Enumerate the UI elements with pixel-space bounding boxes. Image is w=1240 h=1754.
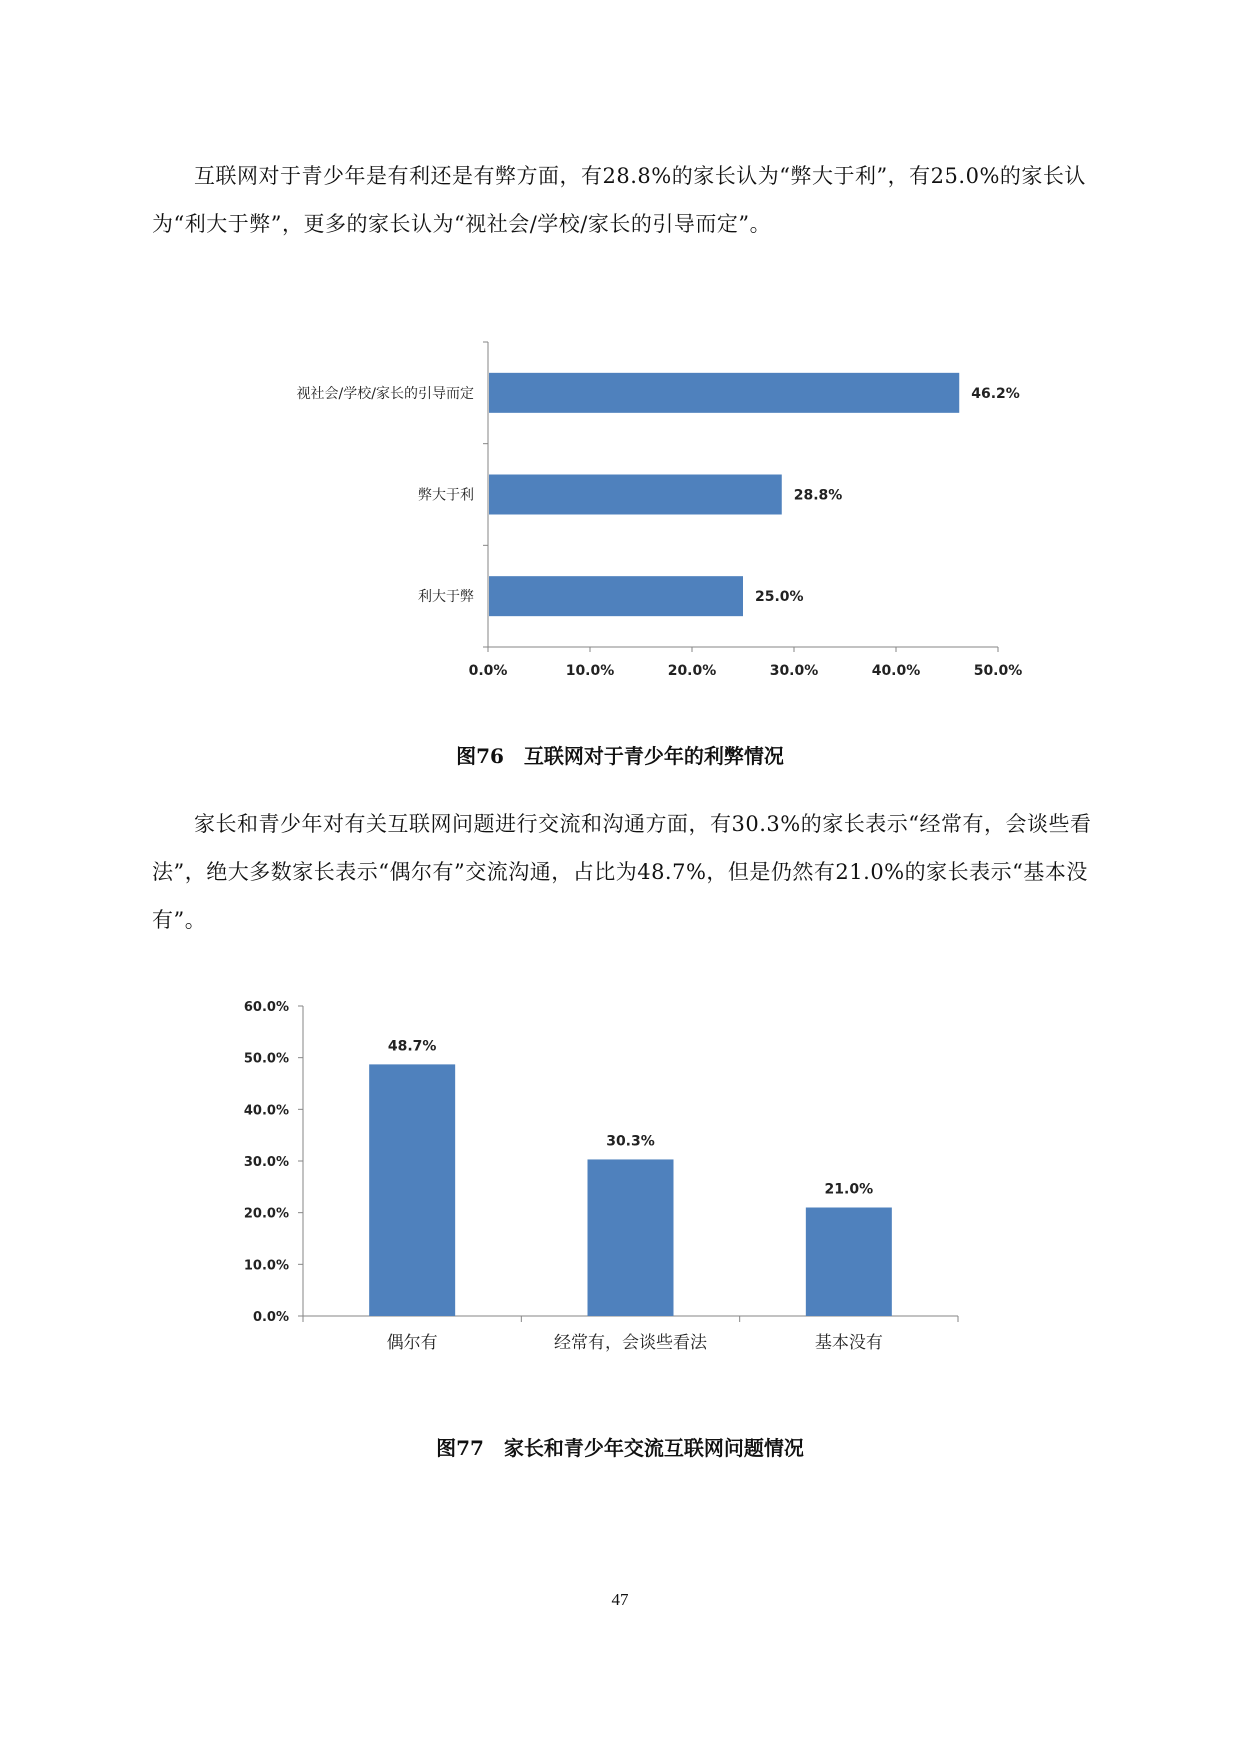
category-label: 弊大于利 [418, 487, 474, 504]
chart-fig77 [0, 990, 1240, 1390]
data-label: 30.3% [606, 1133, 655, 1150]
data-label: 25.0% [755, 589, 804, 606]
category-label: 视社会/学校/家长的引导而定 [296, 385, 474, 402]
bar [489, 373, 959, 413]
caption-fig76: 图76 互联网对于青少年的利弊情况 [456, 744, 784, 768]
category-label: 利大于弊 [418, 589, 474, 606]
x-tick-label: 0.0% [468, 663, 508, 679]
caption-fig77: 图77 家长和青少年交流互联网问题情况 [436, 1436, 804, 1460]
y-tick-label: 20.0% [243, 1206, 289, 1222]
chart-fig76 [0, 320, 1240, 700]
y-tick-label: 60.0% [243, 1000, 289, 1015]
x-tick-label: 40.0% [871, 663, 921, 679]
data-label: 46.2% [971, 385, 1020, 402]
bar [806, 1208, 892, 1317]
y-tick-label: 50.0% [243, 1051, 289, 1067]
y-tick-label: 30.0% [243, 1155, 289, 1170]
paragraph-1: 互联网对于青少年是有利还是有弊方面，有28.8%的家长认为“弊大于利”，有25.0%的家长认为“利大于弊”，更多的家长认为“视社会/学校/家长的引导而定”。 [152, 164, 1086, 236]
bar [588, 1159, 674, 1316]
y-tick-label: 40.0% [243, 1103, 289, 1119]
x-tick-label: 10.0% [565, 663, 615, 679]
page-number: 47 [611, 1590, 629, 1609]
category-label: 偶尔有 [386, 1333, 438, 1353]
bar [489, 475, 782, 515]
bar [369, 1064, 455, 1316]
paragraph-2: 家长和青少年对有关互联网问题进行交流和沟通方面，有30.3%的家长表示“经常有，会谈些看法”，绝大多数家长表示“偶尔有”交流沟通，占比为48.7%，但是仍然有21.0%的家长表示“基本没有”。 [152, 812, 1092, 932]
y-tick-label: 0.0% [252, 1310, 289, 1325]
bar [489, 576, 743, 616]
y-tick-label: 10.0% [243, 1258, 289, 1274]
x-tick-label: 50.0% [973, 663, 1023, 679]
category-label: 经常有，会谈些看法 [554, 1333, 707, 1353]
data-label: 21.0% [824, 1181, 874, 1198]
data-label: 28.8% [793, 487, 843, 504]
x-tick-label: 20.0% [667, 663, 717, 679]
category-label: 基本没有 [814, 1333, 883, 1353]
data-label: 48.7% [387, 1038, 437, 1055]
x-tick-label: 30.0% [769, 663, 819, 679]
